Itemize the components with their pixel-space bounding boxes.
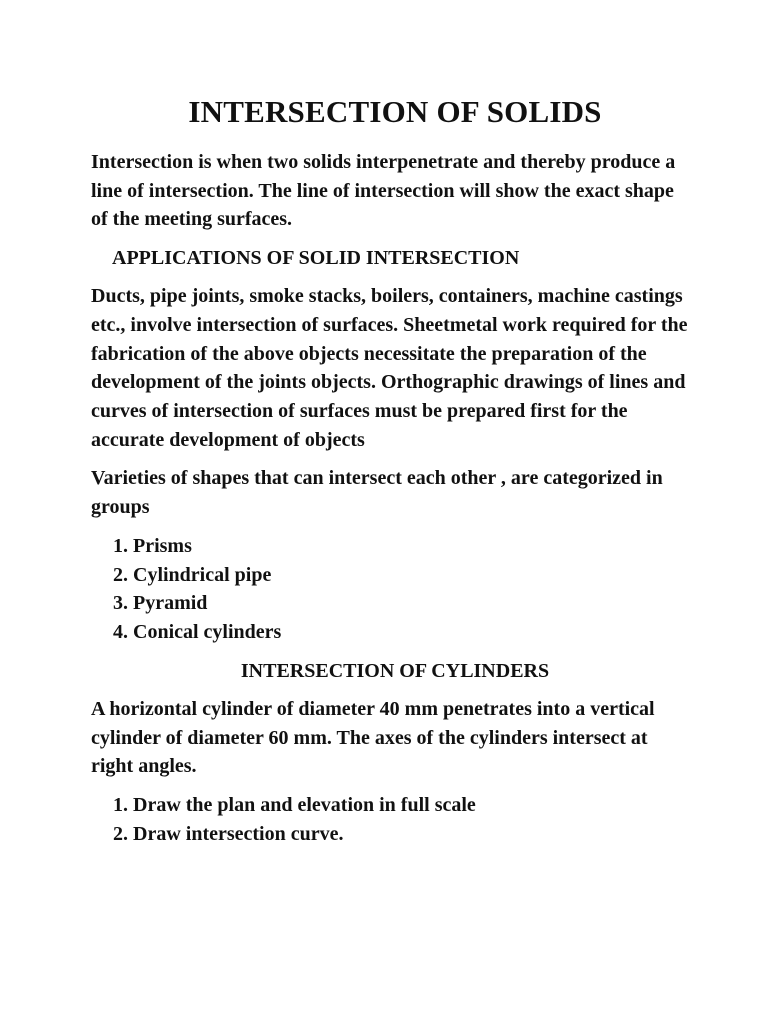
list-item: 3. Pyramid xyxy=(113,592,208,615)
tasks-list xyxy=(91,791,691,849)
applications-heading: APPLICATIONS OF SOLID INTERSECTION xyxy=(112,247,520,270)
page-title: INTERSECTION OF SOLIDS xyxy=(188,94,602,129)
list-item: 2. Cylindrical pipe xyxy=(113,563,272,586)
cylinders-heading: INTERSECTION OF CYLINDERS xyxy=(240,659,550,682)
varieties-paragraph: Varieties of shapes that can intersect each other , are categorized in groups xyxy=(91,467,663,519)
cylinders-paragraph: A horizontal cylinder of diameter 40 mm penetrates into a vertical cylinder of diameter 60 mm. The axes of the cylinders intersect at right angles. xyxy=(91,697,655,778)
document-content xyxy=(91,92,691,859)
intro-paragraph: Intersection is when two solids interpenetrate and thereby produce a line of intersection. The line of intersection will show the exact shape of the meeting surfaces. xyxy=(91,151,676,231)
list-item: 1. Draw the plan and elevation in full scale xyxy=(113,794,476,817)
list-item: 4. Conical cylinders xyxy=(113,621,282,644)
list-item: 2. Draw intersection curve. xyxy=(113,822,344,845)
shape-groups-list xyxy=(91,532,691,647)
applications-paragraph: Ducts, pipe joints, smoke stacks, boilers, containers, machine castings etc., involve intersection of surfaces. Sheetmetal work required for the fabrication of the above objects necessitate the preparation of the development of the joints objects. Orthographic drawings of lines and curves of intersection of surfaces must be prepared first for the accurate development of objects xyxy=(91,285,688,451)
list-item: 1. Prisms xyxy=(113,534,192,557)
